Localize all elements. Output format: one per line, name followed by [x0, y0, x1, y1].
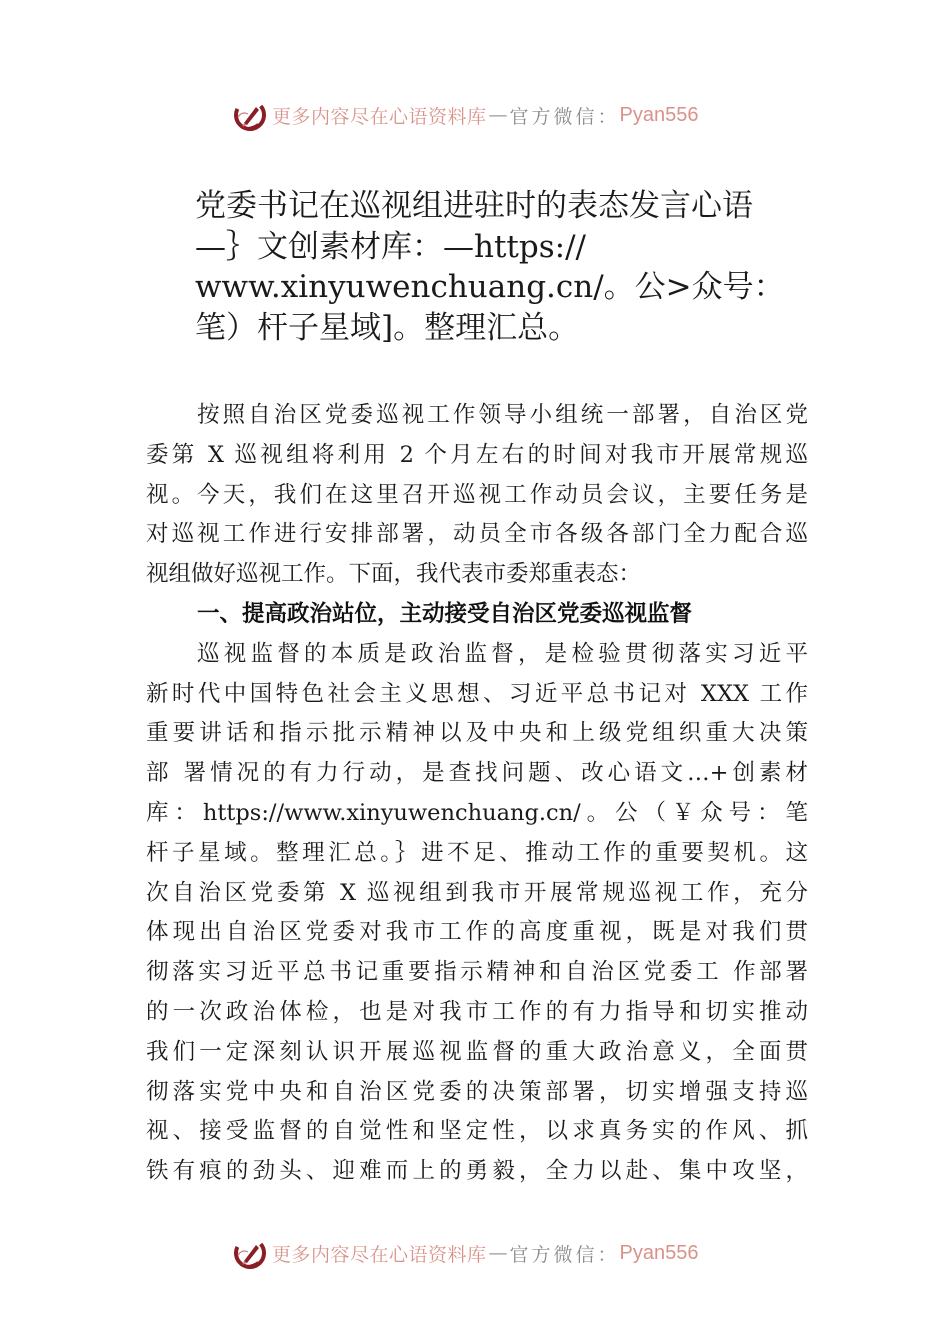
- text-line: 重要讲话和指示批示精神以及中央和上级党组织重大决策: [146, 720, 808, 747]
- section-heading: 一、提高政治站位，主动接受自治区党委巡视监督: [197, 600, 693, 627]
- text-line: 按照自治区党委巡视工作领导小组统一部署，自治区党: [197, 402, 808, 428]
- text-line: 体现出自治区党委对我市工作的高度重视，既是对我们贯: [146, 919, 808, 946]
- text-line: 视组做好巡视工作。下面，我代表市委郑重表态：: [146, 561, 642, 588]
- title-line: —｝文创素材库：—https://: [195, 228, 586, 265]
- title-line: 笔）杆子星域]。整理汇总。: [195, 309, 580, 346]
- banner-wechat-id: Pyan556: [619, 1241, 699, 1264]
- quill-pen-logo-icon: [232, 1235, 268, 1271]
- title-line: 党委书记在巡视组进驻时的表态发言心语: [195, 188, 753, 224]
- text-line: 库：https://www.xinyuwenchuang.cn/。公（￥众号：笔: [146, 799, 808, 826]
- text-line: 部 署情况的有力行动，是查找问题、改心语文…+创素材: [146, 760, 808, 787]
- banner-wechat-label: 官方微信：: [509, 1243, 620, 1266]
- text-line: 铁有痕的劲头、迎难而上的勇毅，全力以赴、集中攻坚，: [146, 1158, 808, 1185]
- text-line: 巡视监督的本质是政治监督，是检验贯彻落实习近平: [197, 640, 808, 667]
- document-title: [195, 186, 835, 348]
- text-line: 委第 X 巡视组将利用 2 个月左右的时间对我市开展常规巡: [146, 441, 808, 468]
- banner-dash: —: [488, 1242, 508, 1264]
- text-line: 的一次政治体检，也是对我市工作的有力指导和切实推动: [146, 998, 808, 1025]
- text-line: 杆子星域。整理汇总。｝进不足、推动工作的重要契机。这: [146, 839, 808, 866]
- text-line: 视。今天，我们在这里召开巡视工作动员会议，主要任务是: [146, 481, 808, 508]
- banner-wechat-label: 官方微信：: [509, 105, 620, 128]
- banner-wechat-id: Pyan556: [619, 103, 699, 126]
- text-line: 彻落实党中央和自治区党委的决策部署，切实增强支持巡: [146, 1078, 808, 1105]
- banner-dash: —: [488, 104, 508, 126]
- text-line: 对巡视工作进行安排部署，动员全市各级各部门全力配合巡: [146, 521, 808, 548]
- title-line: www.xinyuwenchuang.cn/。公>众号：: [195, 269, 785, 305]
- header-banner: [232, 95, 722, 135]
- text-line: 新时代中国特色社会主义思想、习近平总书记对 XXX 工作: [146, 680, 808, 707]
- paragraph-1: [146, 396, 808, 595]
- banner-text: 更多内容尽在心语资料库: [272, 1243, 487, 1266]
- footer-banner: [232, 1233, 722, 1273]
- text-line: 我们一定深刻认识开展巡视监督的重大政治意义，全面贯: [146, 1038, 808, 1065]
- paragraph-2: [146, 635, 808, 1192]
- banner-text: 更多内容尽在心语资料库: [272, 105, 487, 128]
- text-line: 视、接受监督的自觉性和坚定性，以求真务实的作风、抓: [146, 1118, 808, 1145]
- text-line: 次自治区党委第 X 巡视组到我市开展常规巡视工作，充分: [146, 879, 808, 906]
- document-body: [146, 396, 808, 1192]
- quill-pen-logo-icon: [232, 97, 268, 133]
- text-line: 彻落实习近平总书记重要指示精神和自治区党委工 作部署: [146, 959, 808, 986]
